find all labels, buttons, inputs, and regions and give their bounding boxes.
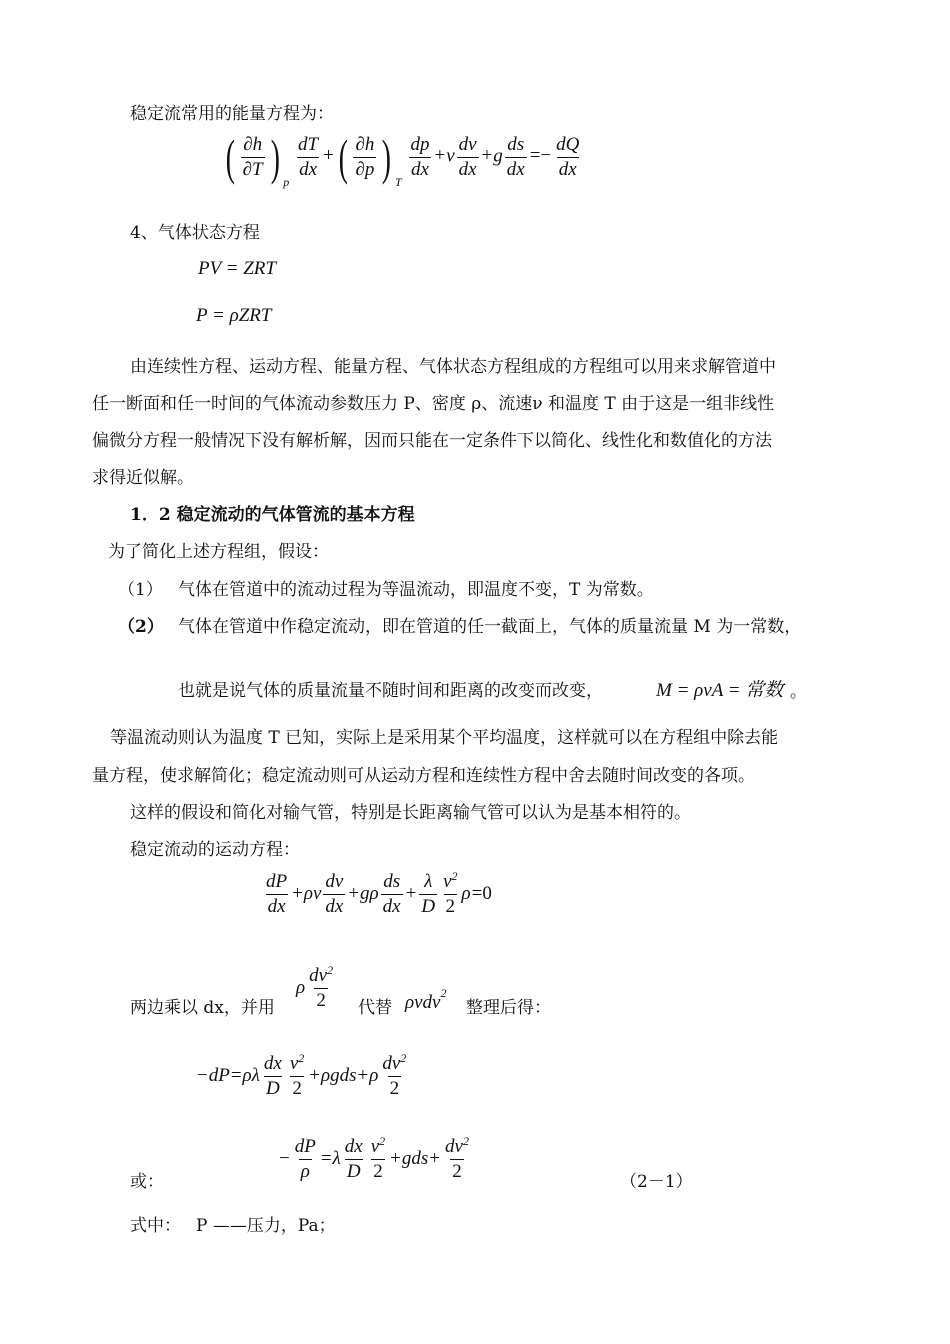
multiply-text-b: 代替 [358, 998, 392, 1018]
energy-intro: 稳定流常用的能量方程为： [130, 104, 334, 124]
motion-intro: 稳定流动的运动方程： [130, 840, 300, 860]
equation-2-1: − $\frac{dP}{\rho}$ =λ $\frac{dx}{D}$ $\frac{v^2}{2}$ +gds+ $\frac{dv^2}{2}$ [279, 1134, 469, 1182]
assumption-1-text: 气体在管道中的流动过程为等温流动，即温度不变，T 为常数。 [178, 580, 654, 600]
multiply-text-c: 整理后得： [466, 998, 551, 1018]
motion-equation: $\frac{dP}{dx}$ +ρv $\frac{dv}{dx}$ +gρ $\frac{ds}{dx}$ + $\frac{\lambda}{D}$ $\frac{v^2}{2}$ ρ=0 [266, 869, 492, 917]
paragraph-3: 这样的假设和简化对输气管，特别是长距离输气管可以认为是基本相符的。 [130, 803, 691, 823]
assumption-2-end: 。 [790, 682, 807, 702]
paragraph-2-line-2: 量方程，使求解简化；稳定流动则可从运动方程和连续性方程中舍去随时间改变的各项。 [92, 766, 755, 786]
multiply-text-a: 两边乘以 dx，并用 [130, 998, 275, 1018]
assumption-2-text: 气体在管道中作稳定流动，即在管道的任一截面上，气体的质量流量 M 为一常数， [178, 617, 802, 637]
paragraph-1-line-2: 任一断面和任一时间的气体流动参数压力 P、密度 ρ、流速ν 和温度 T 由于这是一组非线性 [92, 394, 775, 414]
state-equation-2: P = ρZRT [196, 305, 272, 326]
pressure-drop-equation: −dP=ρλ $\frac{dx}{D}$ $\frac{v^2}{2}$ +ρgds+ρ $\frac{dv^2}{2}$ [197, 1051, 407, 1099]
state-equation-1: PV = ZRT [198, 258, 276, 279]
paragraph-1-line-3: 偏微分方程一般情况下没有解析解，因而只能在一定条件下以简化、线性化和数值化的方法 [92, 431, 772, 451]
assumption-2-number: （2） [118, 617, 164, 637]
equation-number: （2－1） [620, 1172, 693, 1192]
paragraph-1-line-1: 由连续性方程、运动方程、能量方程、气体状态方程组成的方程组可以用来求解管道中 [130, 357, 776, 377]
paragraph-1-line-4: 求得近似解。 [92, 468, 194, 488]
mass-flow-equation: M = ρvA = 常数 [656, 680, 784, 701]
where-item-p: P ——压力，Pa； [196, 1216, 336, 1236]
section-4-title: 4、气体状态方程 [130, 223, 260, 243]
energy-equation: ( $\frac{\partial h}{\partial T}$ ) $_p$ $\frac{dT}{dx}$ +( $\frac{\partial h}{\partial p}$ ) $_T$ $\frac{dp}{dx}$ +v $\frac{dv}{dx}$ +g $\frac{ds}{dx}$ =− $\frac{dQ}{dx}$ [225, 129, 580, 189]
rho-dv2-over-2: ρ $\frac{dv^2}{2}$ [296, 963, 334, 1011]
assumption-1-number: （1） [118, 580, 163, 600]
assumption-2-continuation: 也就是说气体的质量流量不随时间和距离的改变而改变， [178, 681, 603, 701]
or-label: 或： [130, 1172, 164, 1192]
paragraph-2-line-1: 等温流动则认为温度 T 已知，实际上是采用某个平均温度，这样就可以在方程组中除去能 [110, 728, 779, 748]
where-label: 式中： [130, 1216, 181, 1236]
rho-v-dv2: ρvdv$^2$ [405, 986, 447, 1013]
simplify-intro: 为了简化上述方程组，假设： [108, 542, 329, 562]
section-heading: 1．2 稳定流动的气体管流的基本方程 [130, 505, 415, 525]
